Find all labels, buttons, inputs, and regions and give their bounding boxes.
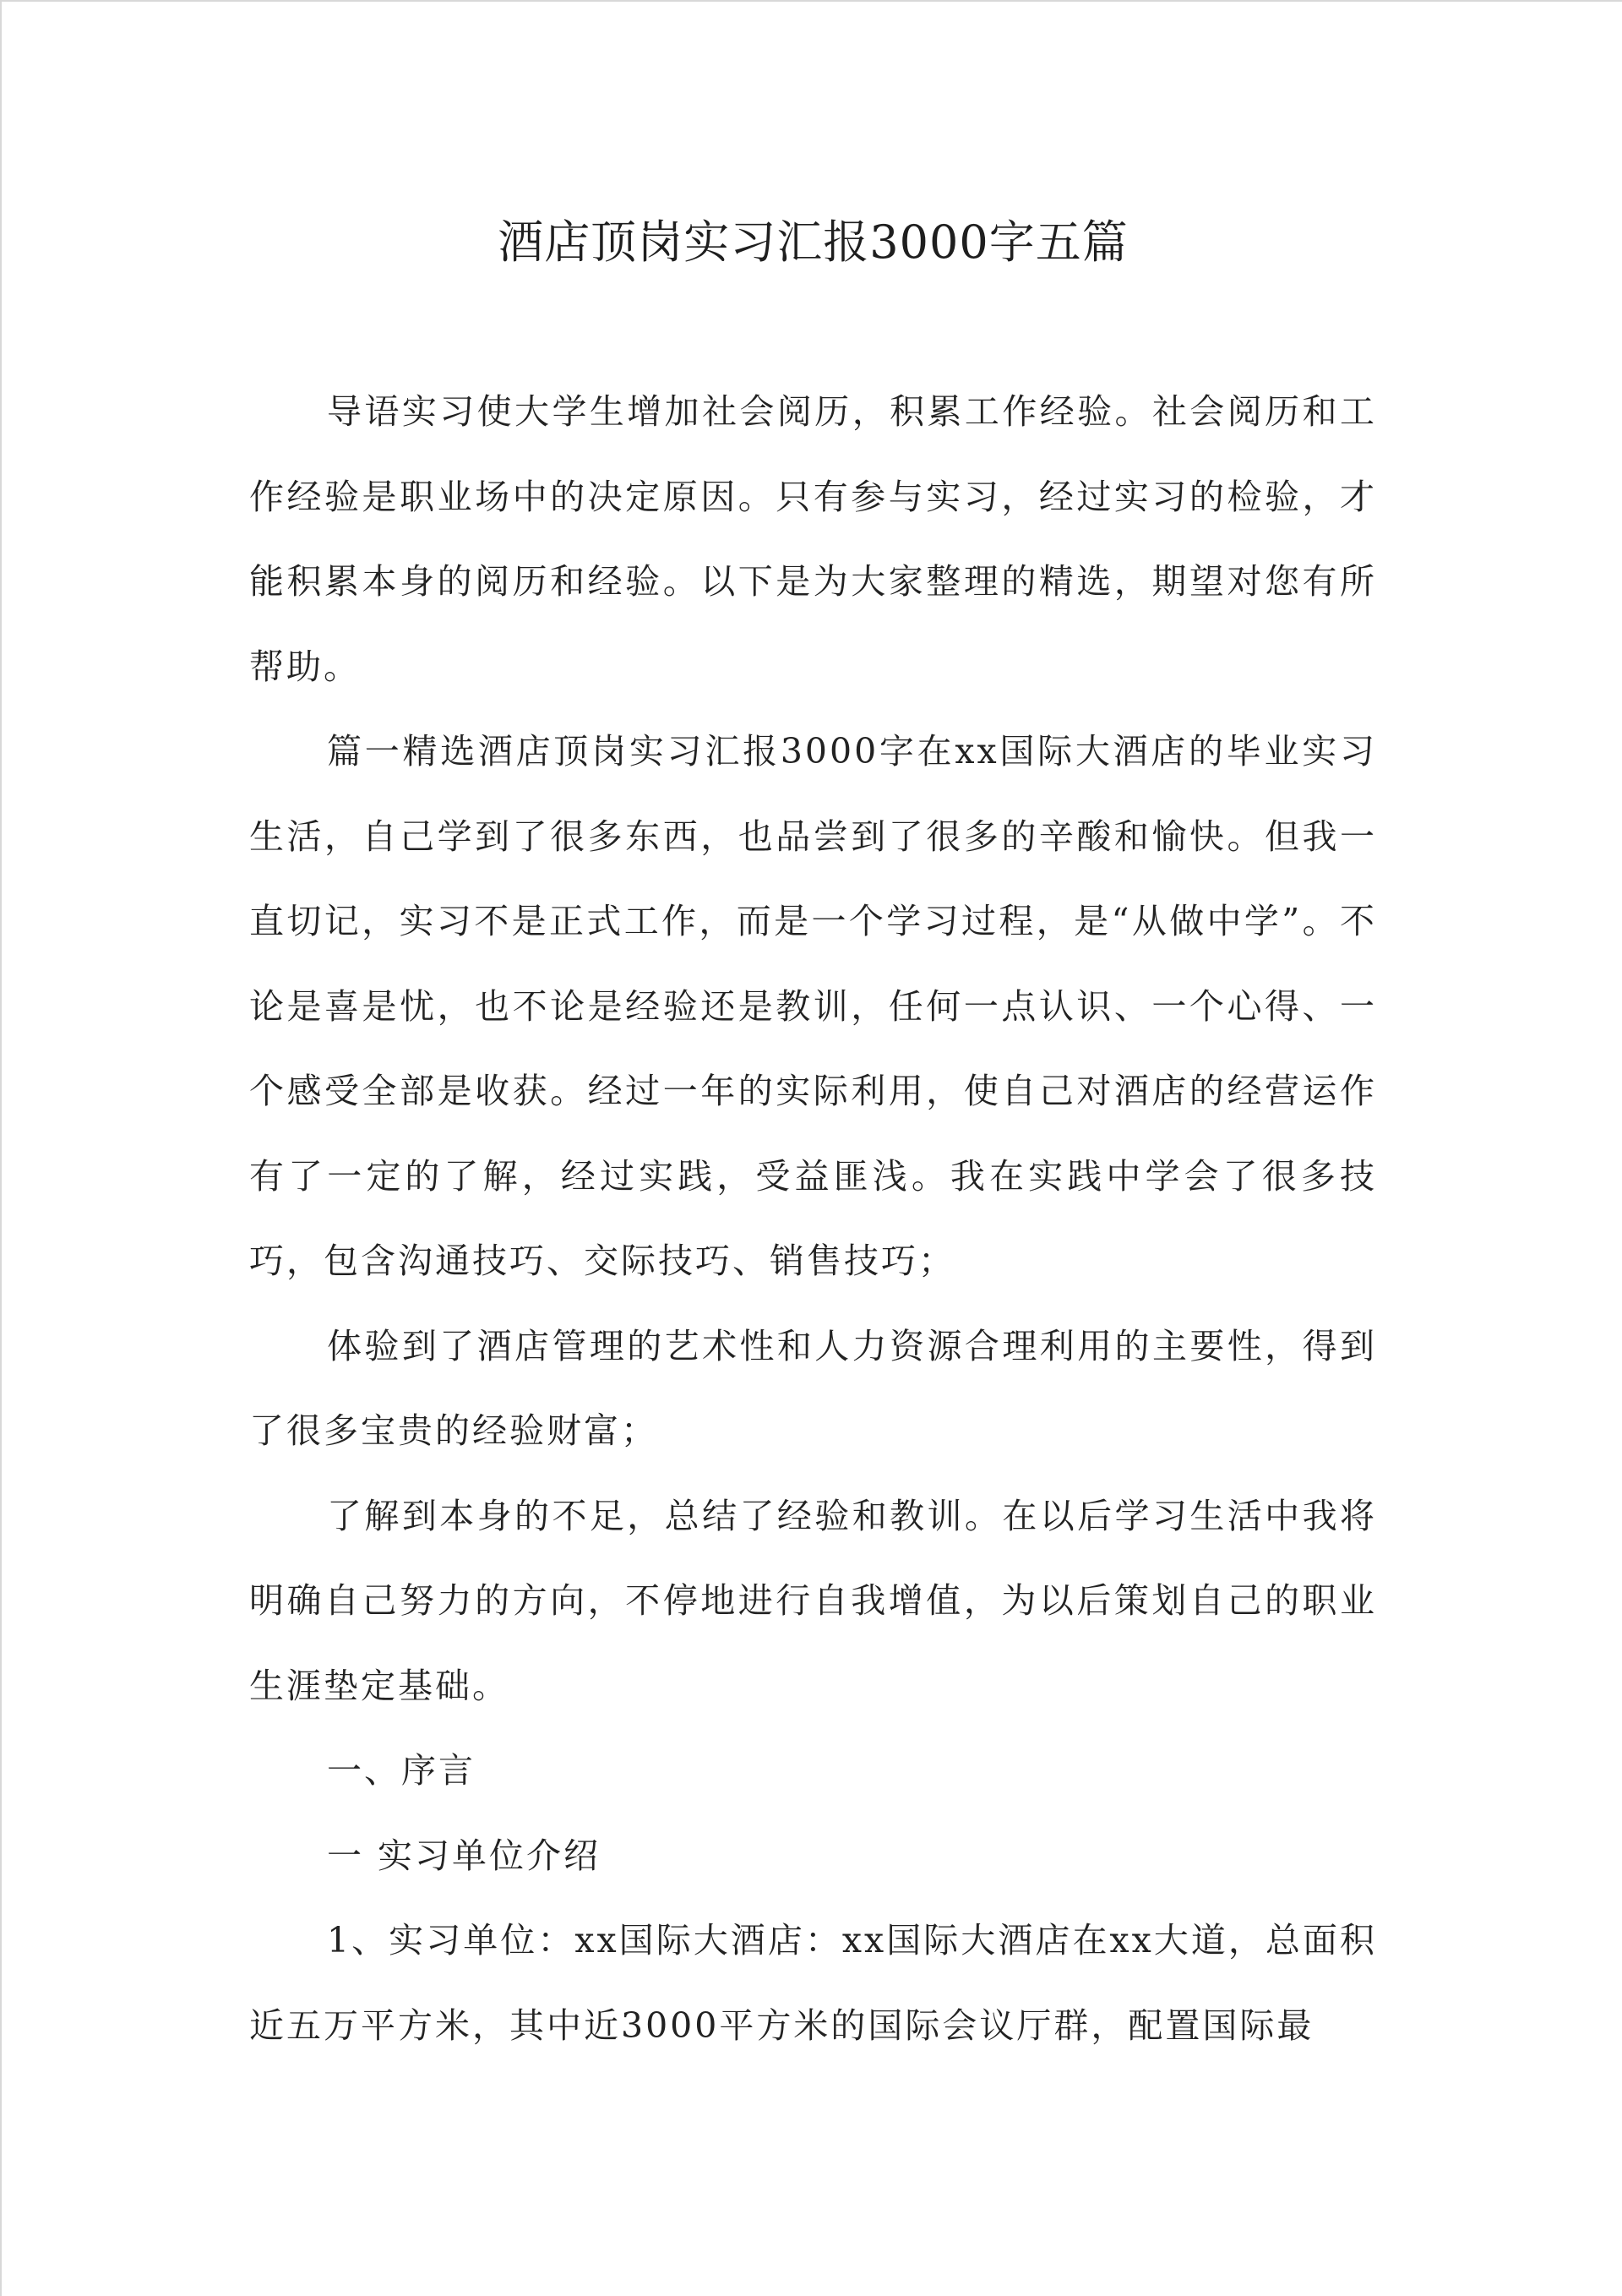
section-heading-preface: 一、序言 xyxy=(327,1750,476,1791)
subsection-heading-unit-intro: 一 实习单位介绍 xyxy=(327,1835,601,1876)
article-one-paragraph: 篇一精选酒店顶岗实习汇报3000字在xx国际大酒店的毕业实习生活，自己学到了很多东西，也品尝到了很多的辛酸和愉快。但我一直切记，实习不是正式工作，而是一个学习过程，是“从做中学”。不论是喜是忧，也不论是经验还是教训，任何一点认识、一个心得、一个感受全部是收获。经过一年的实际利用，使自己对酒店的经营运作有了一定的了解，经过实践，受益匪浅。我在实践中学会了很多技巧，包含沟通技巧、交际技巧、销售技巧； xyxy=(249,731,1377,1281)
document-title: 酒店顶岗实习汇报3000字五篇 xyxy=(498,215,1129,269)
unit-detail-paragraph: 1、实习单位：xx国际大酒店：xx国际大酒店在xx大道，总面积近五万平方米，其中近3000平方米的国际会议厅群，配置国际最 xyxy=(249,1920,1377,2046)
experience-paragraph: 体验到了酒店管理的艺术性和人力资源合理利用的主要性，得到了很多宝贵的经验财富； xyxy=(249,1325,1377,1451)
summary-paragraph: 了解到本身的不足，总结了经验和教训。在以后学习生活中我将明确自己努力的方向，不停地进行自我增值，为以后策划自己的职业生涯垫定基础。 xyxy=(249,1495,1377,1706)
intro-paragraph: 导语实习使大学生增加社会阅历，积累工作经验。社会阅历和工作经验是职业场中的决定原因。只有参与实习，经过实习的检验，才能积累本身的阅历和经验。以下是为大家整理的精选，期望对您有所帮助。 xyxy=(249,391,1377,687)
document-body xyxy=(249,369,1377,2068)
